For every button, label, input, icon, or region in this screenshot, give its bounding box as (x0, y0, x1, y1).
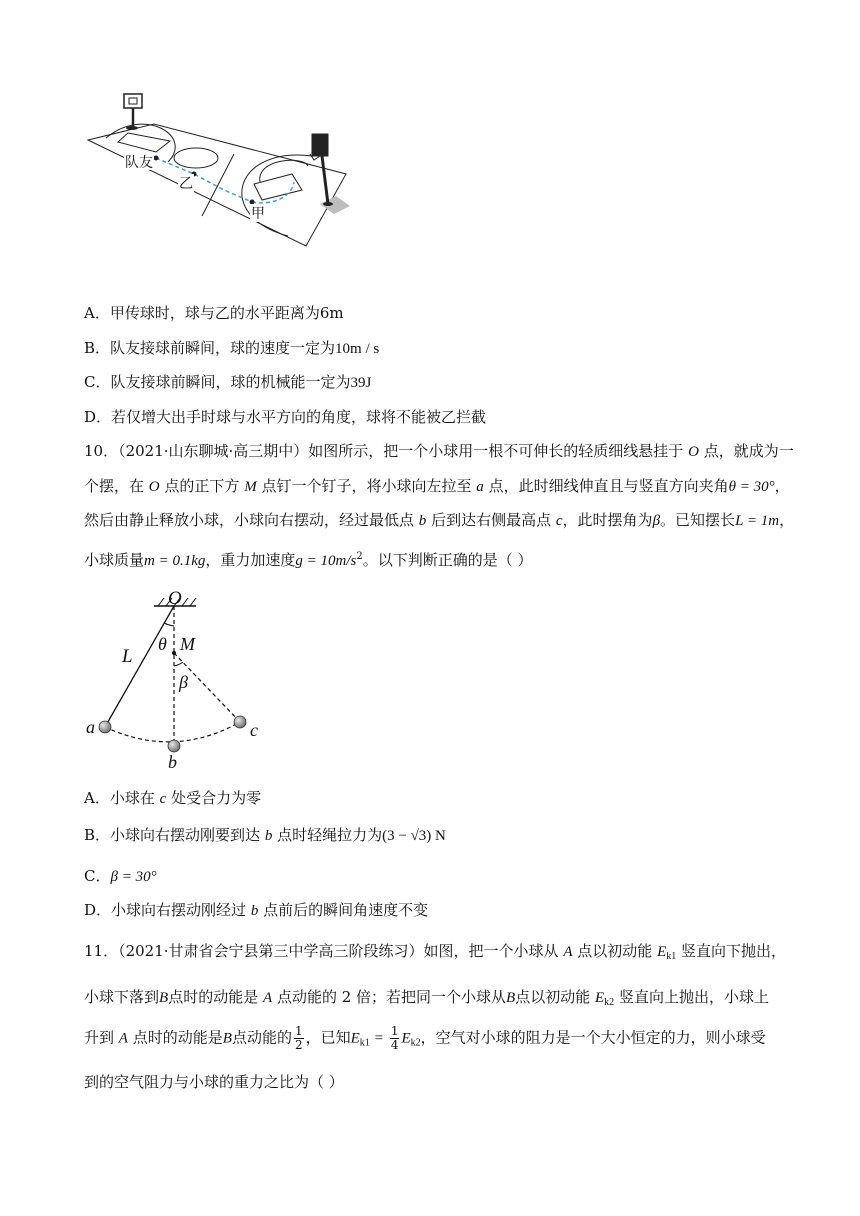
left-backboard (124, 94, 142, 108)
label-c: c (250, 720, 258, 740)
fraction-one-quarter: $\frac{1}{4}$ (390, 1024, 399, 1052)
half-court-line (202, 154, 234, 216)
right-key (254, 174, 302, 200)
left-key (118, 133, 170, 152)
pendulum-figure (84, 584, 274, 774)
label-teammate: 队友 (125, 155, 153, 171)
q11-stem-line3: 升到 A 点时的动能是B点动能的 $\frac{1}{2}$ ，已知$E_{k1}$ = $\frac{1}{4}$ $E_{k2}$，空气对小球的阻力是一个大小恒定的力，则小球受 (84, 1024, 766, 1052)
q9-option-c: C．队友接球前瞬间，球的机械能一定为39J (84, 373, 372, 391)
q11-stem-line2: 小球下落到B点时的动能是 A 点动能的 2 倍；若把同一个小球从B点以初动能 $E_{k2}$ 竖直向上抛出，小球上 (84, 988, 769, 1008)
basketball-court-figure (84, 86, 356, 256)
q11-stem-line4: 到的空气阻力与小球的重力之比为（ ） (84, 1073, 344, 1091)
q11-stem-line1: 11．（2021·甘肃省会宁县第三中学高三阶段练习）如图，把一个小球从 A 点以初动能 $E_{k1}$ 竖直向下抛出， (84, 942, 787, 962)
label-O: O (168, 588, 182, 609)
q10-stem-line3: 然后由静止释放小球，小球向右摆动，经过最低点 b 后到达右侧最高点 c，此时摆角为β。已知摆长L = 1m， (84, 511, 795, 529)
theta-arc (164, 623, 174, 626)
q9-option-d: D．若仅增大出手时球与水平方向的角度，球将不能被乙拦截 (84, 408, 487, 426)
right-backboard (312, 134, 328, 156)
q10-stem-line1: 10．（2021·山东聊城·高三期中）如图所示，把一个小球用一根不可伸长的轻质细线悬挂于 O 点，就成为一 (84, 442, 794, 460)
q10-option-d: D．小球向右摆动刚经过 b 点前后的瞬间角速度不变 (84, 901, 429, 919)
center-circle (174, 148, 218, 168)
ball-b (168, 740, 180, 752)
q9-option-b: B．队友接球前瞬间，球的速度一定为10m / s (84, 339, 380, 357)
q10-stem-line2: 个摆，在 O 点的正下方 M 点钉一个钉子，将小球向左拉至 a 点，此时细线伸直且与竖直方向夹角θ = 30°， (84, 477, 790, 495)
q10-stem-line4: 小球质量m = 0.1kg，重力加速度$g = 10m/s^2$。以下判断正确的是（ ） (84, 551, 533, 569)
label-L: L (122, 646, 133, 667)
right-paint-arc (260, 160, 308, 182)
ball-c (234, 716, 246, 728)
q10-option-b: B．小球向右摆动刚要到达 b 点时轻绳拉力为(3 − √3) N (84, 826, 446, 844)
fraction-one-half: $\frac{1}{2}$ (294, 1024, 303, 1052)
court-outline (88, 124, 346, 246)
jia-point (250, 200, 255, 205)
nail-m (172, 651, 176, 655)
swing-arc (105, 722, 240, 742)
label-a: a (86, 717, 95, 737)
label-b: b (168, 752, 177, 772)
label-jia: 甲 (251, 206, 265, 222)
q10-option-c: C．β = 30° (84, 867, 157, 885)
label-beta: β (179, 672, 188, 692)
ball-a (99, 721, 111, 733)
teammate-point (154, 156, 159, 161)
beta-arc (174, 662, 183, 666)
q9-option-a: A．甲传球时，球与乙的水平距离为6m (84, 304, 344, 322)
string-to-a (105, 606, 174, 727)
right-three-point-arc (242, 155, 312, 236)
label-theta: θ (158, 634, 167, 654)
label-yi: 乙 (179, 176, 193, 192)
label-M: M (180, 634, 195, 654)
q10-option-a: A．小球在 c 处受合力为零 (84, 789, 262, 807)
